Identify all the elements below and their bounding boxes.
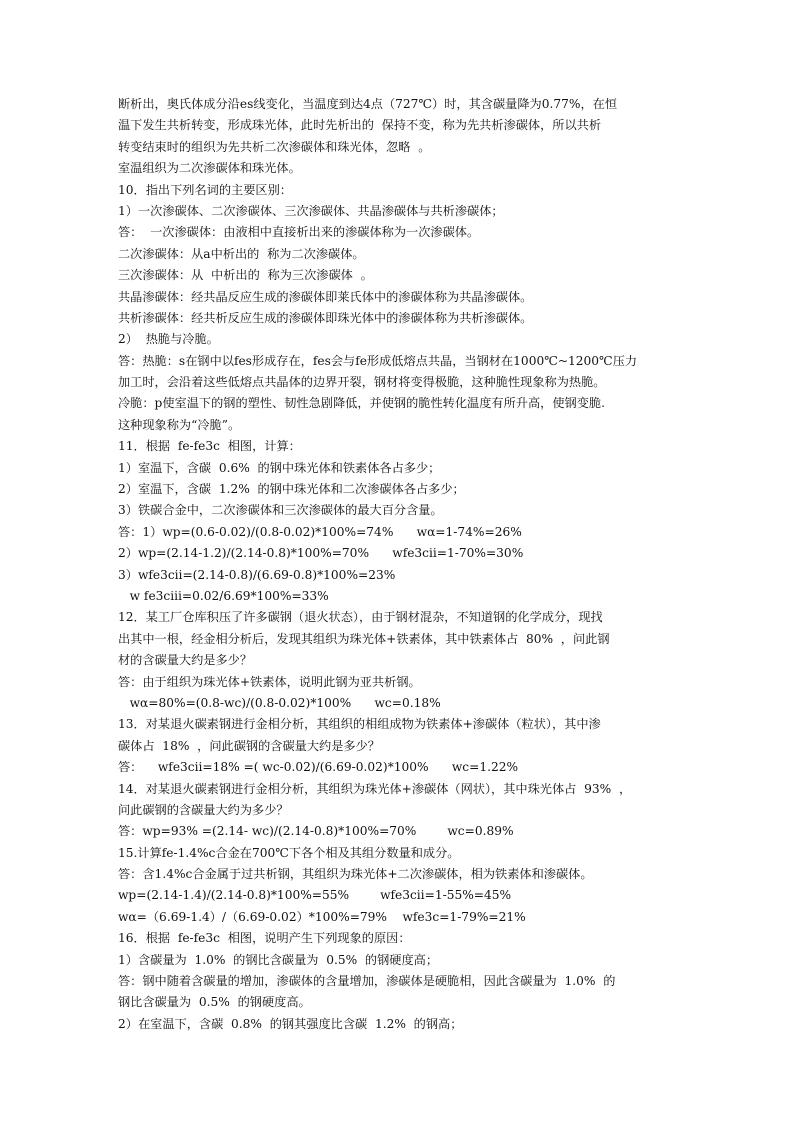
question-11-heading: 11．根据 fe-fe3c 相图，计算： (118, 439, 301, 454)
text-line: 答： wfe3cⅱ=18% =( wc-0.02)/(6.69-0.02)*100% wc=1.22% (118, 760, 519, 775)
text-line: 2） 热脆与冷脆。 (118, 332, 219, 347)
text-line: 2）室温下，含碳 1.2% 的钢中珠光体和二次渗碳体各占多少； (118, 482, 465, 497)
text-line: 1）室温下，含碳 0.6% 的钢中珠光体和铁素体各占多少； (118, 460, 441, 475)
text-line: 3）wfe3cⅱ=(2.14-0.8)/(6.69-0.8)*100%=23% (118, 567, 396, 582)
text-line: wα=（6.69-1.4）/（6.69-0.02）*100%=79% wfe3c=1-79%=21% (118, 909, 526, 924)
text-line: 材的含碳量大约是多少？ (118, 653, 253, 668)
text-line: 问此碳钢的含碳量大约为多少？ (118, 802, 289, 817)
text-line: 室温组织为二次渗碳体和珠光体。 (118, 161, 301, 176)
question-13-heading: 13．对某退火碳素钢进行金相分析，其组织的相组成物为铁素体+渗碳体（粒状），其中渗 (118, 717, 601, 732)
text-line: 冷脆：p使室温下的钢的塑性、韧性急剧降低，并使钢的脆性转化温度有所升高，使钢变脆. (118, 396, 605, 411)
text-line: 1）一次渗碳体、二次渗碳体、三次渗碳体、共晶渗碳体与共析渗碳体； (118, 203, 504, 218)
text-line: 共析渗碳体：经共析反应生成的渗碳体即珠光体中的渗碳体称为共析渗碳体。 (118, 310, 533, 325)
text-line: 2）wp=(2.14-1.2)/(2.14-0.8)*100%=70% wfe3cⅱ=1-70%=30% (118, 546, 524, 561)
text-line: 三次渗碳体：从 中析出的 称为三次渗碳体 。 (118, 268, 373, 283)
text-line: 3）铁碳合金中，二次渗碳体和三次渗碳体的最大百分含量。 (118, 503, 443, 518)
text-line: 钢比含碳量为 0.5% 的钢硬度高。 (118, 995, 311, 1010)
question-14-heading: 14．对某退火碳素钢进行金相分析，其组织为珠光体+渗碳体（网状），其中珠光体占 93% ， (118, 781, 632, 796)
text-line: 答：钢中随着含碳量的增加，渗碳体的含量增加，渗碳体是硬脆相，因此含碳量为 1.0% 的 (118, 974, 616, 989)
text-line: 这种现象称为“冷脆”。 (118, 417, 241, 432)
text-line: 答：含1.4%c合金属于过共析钢，其组织为珠光体+二次渗碳体，相为铁素体和渗碳体。 (118, 867, 593, 882)
question-10-heading: 10．指出下列名词的主要区别： (118, 182, 292, 197)
text-line: 碳体占 18% ，问此碳钢的含碳量大约是多少？ (118, 738, 380, 753)
text-line: 答： 一次渗碳体：由液相中直接析出来的渗碳体称为一次渗碳体。 (118, 225, 480, 240)
text-line: 加工时，会沿着这些低熔点共晶体的边界开裂，钢材将变得极脆，这种脆性现象称为热脆。 (118, 375, 606, 390)
text-line: 答：由于组织为珠光体+铁素体，说明此钢为亚共析钢。 (118, 674, 421, 689)
text-line: 答：wp=93% =(2.14- wc)/(2.14-0.8)*100%=70% wc=0.89% (118, 824, 514, 839)
text-line: 答：1）wp=(0.6-0.02)/(0.8-0.02)*100%=74% wα=1-74%=26% (118, 524, 522, 539)
text-line: wα=80%=(0.8-wc)/(0.8-0.02)*100% wc=0.18% (118, 695, 441, 710)
text-line: 出其中一根，经金相分析后，发现其组织为珠光体+铁素体，其中铁素体占 80% ，问此钢 (118, 631, 610, 646)
question-16-heading: 16．根据 fe-fe3c 相图，说明产生下列现象的原因： (118, 931, 411, 946)
text-line: w fe3cⅲ=0.02/6.69*100%=33% (118, 588, 329, 603)
text-line: 共晶渗碳体：经共晶反应生成的渗碳体即莱氏体中的渗碳体称为共晶渗碳体。 (118, 289, 533, 304)
text-line: 温下发生共析转变，形成珠光体，此时先析出的 保持不变，称为先共析渗碳体，所以共析 (118, 118, 602, 133)
text-line: 1）含碳量为 1.0% 的钢比含碳量为 0.5% 的钢硬度高； (118, 952, 439, 967)
document-page (118, 94, 678, 1035)
question-15-heading: 15.计算fe-1.4%c合金在700℃下各个相及其组分数量和成分。 (118, 845, 460, 860)
text-line: 2）在室温下，含碳 0.8% 的钢其强度比含碳 1.2% 的钢高； (118, 1016, 463, 1031)
text-line: 转变结束时的组织为先共析二次渗碳体和珠光体，忽略 。 (118, 139, 431, 154)
text-line: 断析出，奥氏体成分沿es线变化，当温度到达4点（727℃）时，其含碳量降为0.77%，在恒 (118, 97, 618, 111)
text-line: wp=(2.14-1.4)/(2.14-0.8)*100%=55% wfe3cⅱ=1-55%=45% (118, 888, 512, 903)
question-12-heading: 12．某工厂仓库积压了许多碳钢（退火状态），由于钢材混杂，不知道钢的化学成分，现找 (118, 610, 603, 625)
text-line: 二次渗碳体：从a中析出的 称为二次渗碳体。 (118, 246, 365, 261)
text-line: 答：热脆：s在钢中以fes形成存在，fes会与fe形成低熔点共晶，当钢材在1000℃~1200℃压力 (118, 353, 638, 368)
